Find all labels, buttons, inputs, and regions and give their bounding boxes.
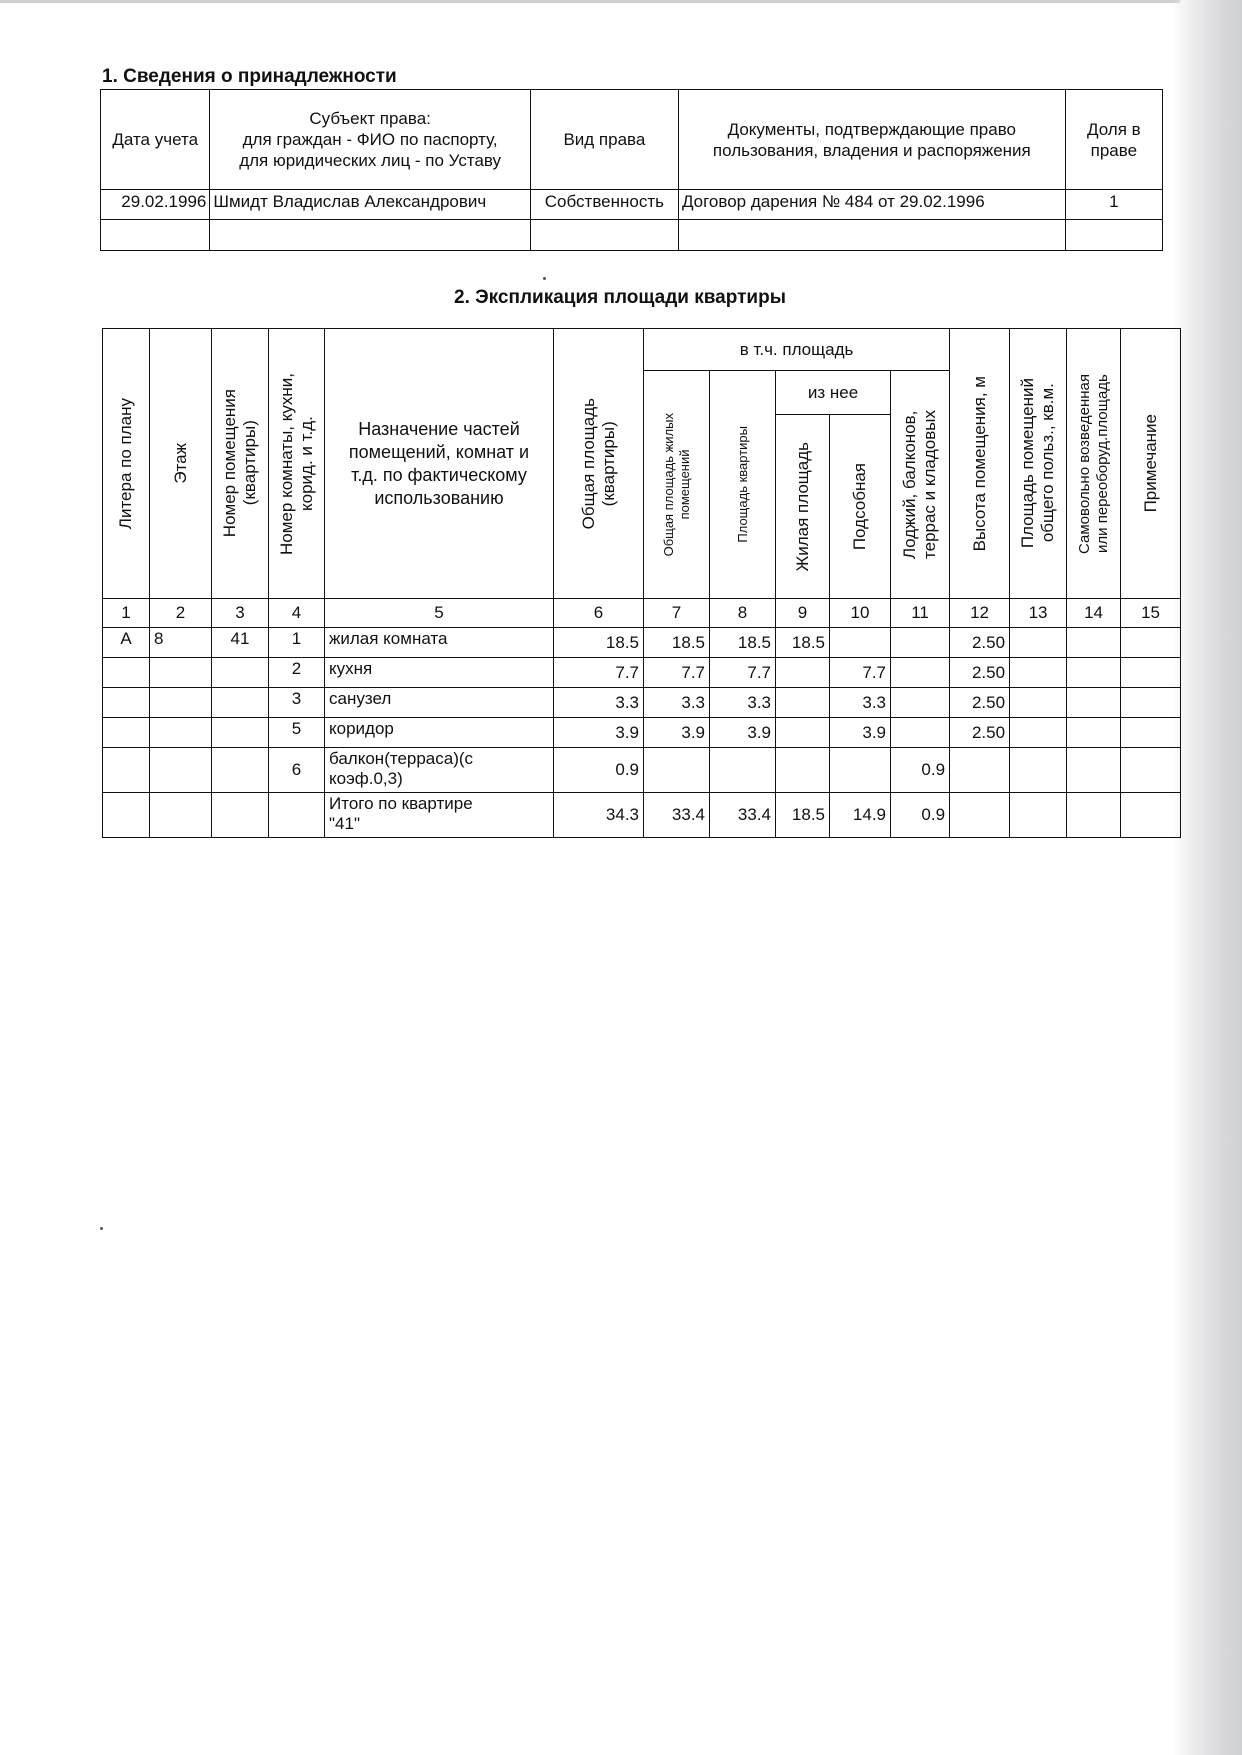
header-apt-no-text: Номер помещения (квартиры) (220, 389, 259, 538)
cell-total-area: 3.9 (554, 718, 644, 748)
explication-header-row-1 (103, 329, 1181, 371)
cell-height: 2.50 (950, 658, 1010, 688)
column-number: 8 (710, 599, 776, 628)
cell-unauthorized (1067, 658, 1121, 688)
cell-height: 2.50 (950, 688, 1010, 718)
header-date: Дата учета (101, 90, 210, 190)
cell-apt-area: 3.9 (710, 718, 776, 748)
header-litera-text: Литера по плану (116, 397, 135, 530)
cell-unauthorized (1067, 688, 1121, 718)
header-living-total (644, 371, 710, 599)
owner-documents: Договор дарения № 484 от 29.02.1996 (678, 190, 1065, 220)
cell-common-area (1010, 718, 1067, 748)
cell-purpose: санузел (325, 688, 554, 718)
cell-total-area: 34.3 (554, 793, 644, 838)
explication-table (102, 328, 1181, 838)
cell-common-area (1010, 628, 1067, 658)
table-row-total (103, 793, 1181, 838)
cell-common-area (1010, 793, 1067, 838)
cell-room-no: 1 (269, 628, 325, 658)
empty-cell (101, 220, 210, 251)
header-common-area-text: Площадь помещений общего польз., кв.м. (1018, 378, 1058, 549)
header-height (950, 329, 1010, 599)
header-subject: Субъект права: для граждан - ФИО по паспорту, для юридических лиц - по Уставу (210, 90, 530, 190)
ownership-empty-row (101, 220, 1163, 251)
cell-height: 2.50 (950, 628, 1010, 658)
owner-share: 1 (1065, 190, 1162, 220)
cell-height (950, 793, 1010, 838)
cell-living (776, 688, 830, 718)
column-number: 5 (325, 599, 554, 628)
cell-living (776, 658, 830, 688)
cell-purpose: балкон(терраса)(с коэф.0,3) (325, 748, 554, 793)
column-numbers-row (103, 599, 1181, 628)
cell-apt-no (212, 748, 269, 793)
cell-common-area (1010, 688, 1067, 718)
cell-purpose: Итого по квартире "41" (325, 793, 554, 838)
cell-living-total: 3.9 (644, 718, 710, 748)
owner-name: Шмидт Владислав Александрович (210, 190, 530, 220)
cell-auxiliary (830, 628, 891, 658)
column-number: 11 (891, 599, 950, 628)
header-unauthorized-text: Самовольно возведенная или переоборуд.площадь (1075, 373, 1111, 554)
table-row (103, 658, 1181, 688)
cell-room-no: 2 (269, 658, 325, 688)
owner-right-type: Собственность (530, 190, 678, 220)
cell-note (1121, 658, 1181, 688)
column-number: 10 (830, 599, 891, 628)
column-number: 3 (212, 599, 269, 628)
cell-living-total: 3.3 (644, 688, 710, 718)
ownership-row (101, 190, 1163, 220)
cell-note (1121, 748, 1181, 793)
header-unauthorized (1067, 329, 1121, 599)
cell-auxiliary: 3.9 (830, 718, 891, 748)
cell-total-area: 0.9 (554, 748, 644, 793)
cell-floor (150, 748, 212, 793)
cell-unauthorized (1067, 793, 1121, 838)
cell-litera (103, 718, 150, 748)
cell-auxiliary: 14.9 (830, 793, 891, 838)
header-apt-no (212, 329, 269, 599)
cell-apt-no (212, 688, 269, 718)
empty-cell (1065, 220, 1162, 251)
cell-loggia (891, 628, 950, 658)
cell-apt-no (212, 658, 269, 688)
cell-apt-area: 18.5 (710, 628, 776, 658)
header-floor-text: Этаж (170, 443, 190, 484)
cell-living: 18.5 (776, 628, 830, 658)
cell-height: 2.50 (950, 718, 1010, 748)
scan-page-shadow (1172, 0, 1242, 1755)
cell-auxiliary: 7.7 (830, 658, 891, 688)
header-note-text: Примечание (1140, 414, 1160, 513)
cell-apt-area: 7.7 (710, 658, 776, 688)
column-number: 9 (776, 599, 830, 628)
cell-auxiliary: 3.3 (830, 688, 891, 718)
cell-floor (150, 793, 212, 838)
cell-note (1121, 718, 1181, 748)
cell-living (776, 718, 830, 748)
header-total-area-text: Общая площадь (квартиры) (578, 397, 618, 530)
cell-litera (103, 793, 150, 838)
cell-apt-no (212, 793, 269, 838)
table-row (103, 718, 1181, 748)
column-number: 4 (269, 599, 325, 628)
empty-cell (678, 220, 1065, 251)
cell-litera: А (103, 628, 150, 658)
header-floor (150, 329, 212, 599)
cell-floor: 8 (150, 628, 212, 658)
cell-common-area (1010, 658, 1067, 688)
header-of-which: из нее (776, 371, 891, 415)
cell-apt-area (710, 748, 776, 793)
cell-total-area: 7.7 (554, 658, 644, 688)
empty-cell (530, 220, 678, 251)
scan-top-edge (0, 0, 1180, 3)
header-room-no (269, 329, 325, 599)
cell-auxiliary (830, 748, 891, 793)
cell-room-no: 6 (269, 748, 325, 793)
cell-note (1121, 793, 1181, 838)
header-litera (103, 329, 150, 599)
header-auxiliary-text: Подсобная (850, 462, 869, 551)
header-auxiliary (830, 415, 891, 599)
cell-loggia: 0.9 (891, 793, 950, 838)
header-living (776, 415, 830, 599)
column-number: 12 (950, 599, 1010, 628)
cell-note (1121, 628, 1181, 658)
cell-litera (103, 748, 150, 793)
empty-cell (210, 220, 530, 251)
header-incl-area: в т.ч. площадь (644, 329, 950, 371)
cell-room-no: 5 (269, 718, 325, 748)
header-living-total-text: Общая площадь жилых помещений (660, 412, 692, 557)
cell-litera (103, 658, 150, 688)
header-room-no-text: Номер комнаты, кухни, корид. и т.д. (276, 372, 316, 555)
cell-loggia (891, 658, 950, 688)
section2-title: 2. Экспликация площади квартиры (454, 287, 786, 308)
header-apt-area-text: Площадь квартиры (734, 426, 750, 543)
header-share: Доля в праве (1065, 90, 1162, 190)
ownership-table (100, 89, 1163, 251)
section1-title: 1. Сведения о принадлежности (102, 66, 397, 87)
ownership-header-row (101, 90, 1163, 190)
cell-living-total (644, 748, 710, 793)
cell-apt-area: 33.4 (710, 793, 776, 838)
column-number: 6 (554, 599, 644, 628)
header-note (1121, 329, 1181, 599)
column-number: 1 (103, 599, 150, 628)
cell-living-total: 7.7 (644, 658, 710, 688)
header-total-area (554, 329, 644, 599)
cell-living: 18.5 (776, 793, 830, 838)
cell-floor (150, 658, 212, 688)
cell-unauthorized (1067, 718, 1121, 748)
cell-loggia (891, 688, 950, 718)
header-loggia-text: Лоджий, балконов, террас и кладовых (900, 410, 940, 559)
column-number: 2 (150, 599, 212, 628)
cell-living (776, 748, 830, 793)
scan-speck (100, 1227, 103, 1230)
cell-room-no (269, 793, 325, 838)
header-apt-area (710, 371, 776, 599)
cell-apt-no (212, 718, 269, 748)
header-documents: Документы, подтверждающие право пользования, владения и распоряжения (678, 90, 1065, 190)
cell-living-total: 18.5 (644, 628, 710, 658)
cell-floor (150, 718, 212, 748)
column-number: 15 (1121, 599, 1181, 628)
column-number: 14 (1067, 599, 1121, 628)
cell-height (950, 748, 1010, 793)
cell-purpose: жилая комната (325, 628, 554, 658)
header-purpose: Назначение частей помещений, комнат и т.д. по фактическому использованию (325, 329, 554, 599)
cell-litera (103, 688, 150, 718)
table-row (103, 688, 1181, 718)
cell-common-area (1010, 748, 1067, 793)
cell-total-area: 3.3 (554, 688, 644, 718)
cell-note (1121, 688, 1181, 718)
cell-loggia: 0.9 (891, 748, 950, 793)
cell-apt-no: 41 (212, 628, 269, 658)
cell-purpose: коридор (325, 718, 554, 748)
cell-living-total: 33.4 (644, 793, 710, 838)
header-living-text: Жилая площадь (792, 441, 812, 572)
table-row (103, 748, 1181, 793)
cell-unauthorized (1067, 748, 1121, 793)
header-right-type: Вид права (530, 90, 678, 190)
scan-speck (543, 277, 546, 280)
header-common-area (1010, 329, 1067, 599)
header-height-text: Высота помещения, м (969, 375, 989, 552)
owner-date: 29.02.1996 (101, 190, 210, 220)
cell-purpose: кухня (325, 658, 554, 688)
cell-floor (150, 688, 212, 718)
cell-loggia (891, 718, 950, 748)
header-loggia (891, 371, 950, 599)
cell-total-area: 18.5 (554, 628, 644, 658)
cell-unauthorized (1067, 628, 1121, 658)
column-number: 13 (1010, 599, 1067, 628)
cell-apt-area: 3.3 (710, 688, 776, 718)
column-number: 7 (644, 599, 710, 628)
table-row (103, 628, 1181, 658)
cell-room-no: 3 (269, 688, 325, 718)
